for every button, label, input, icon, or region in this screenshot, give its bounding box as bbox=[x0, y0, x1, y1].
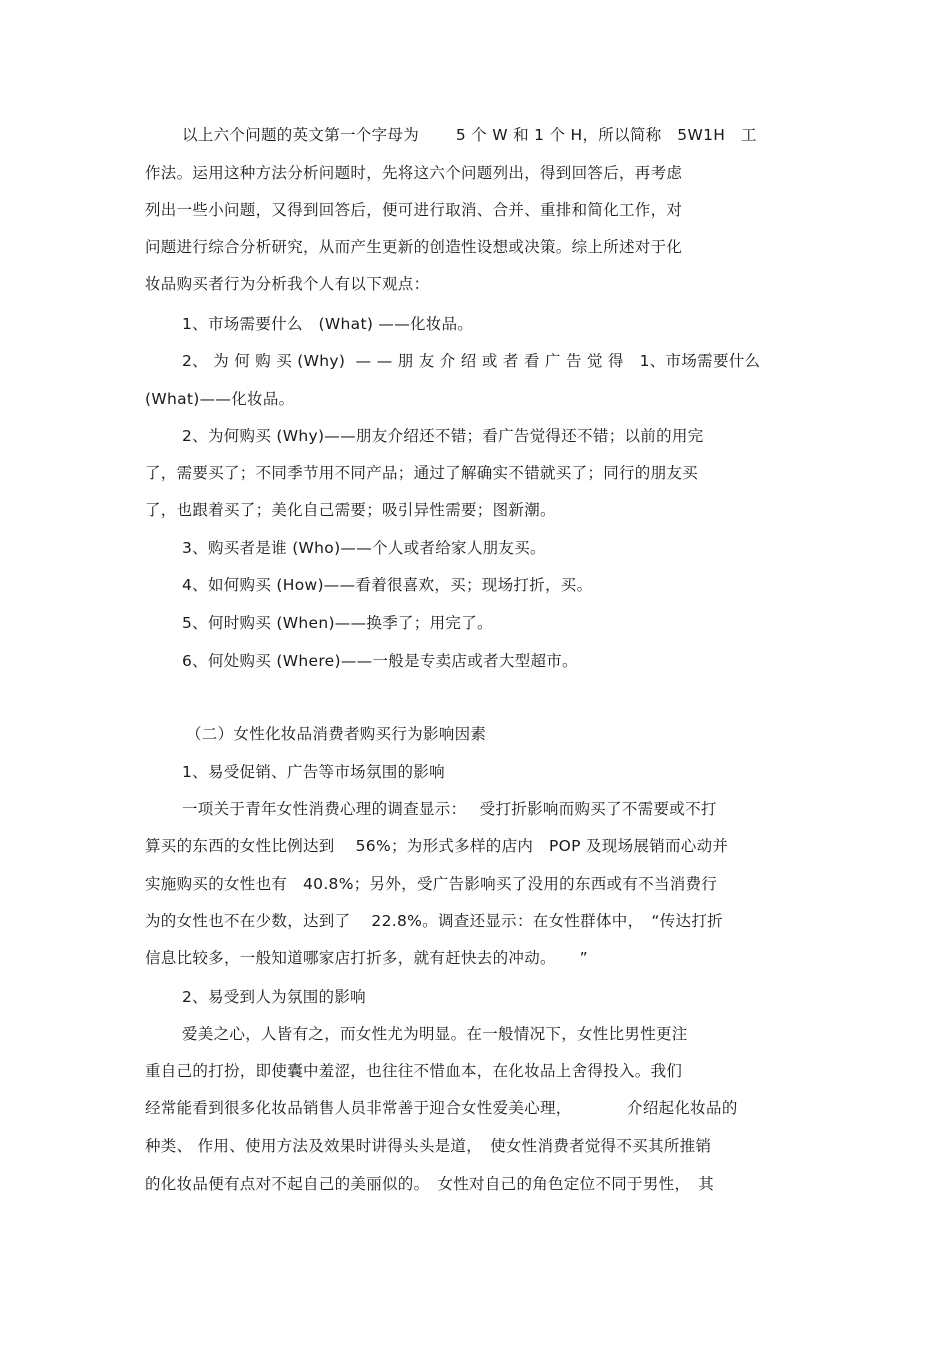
paragraph-line: 信息比较多，一般知道哪家店打折多，就有赶快去的冲动。 ” bbox=[145, 949, 588, 967]
paragraph-line: 爱美之心，人皆有之，而女性尤为明显。在一般情况下，女性比男性更注 bbox=[182, 1025, 688, 1043]
paragraph-line: 实施购买的女性也有 40.8%；另外，受广告影响买了没用的东西或有不当消费行 bbox=[145, 875, 718, 893]
paragraph-line: 了，也跟着买了；美化自己需要；吸引异性需要；图新潮。 bbox=[145, 501, 556, 519]
list-item-who: 3、购买者是谁 (Who)——个人或者给家人朋友买。 bbox=[182, 539, 546, 557]
paragraph-line: 了，需要买了；不同季节用不同产品；通过了解确实不错就买了；同行的朋友买 bbox=[145, 464, 699, 482]
paragraph-line: 算买的东西的女性比例达到 56%；为形式多样的店内 POP 及现场展销而心动并 bbox=[145, 837, 729, 855]
paragraph-line: 一项关于青年女性消费心理的调查显示： 受打折影响而购买了不需要或不打 bbox=[182, 800, 717, 818]
list-item-why: 2、为何购买 (Why)——朋友介绍还不错；看广告觉得还不错；以前的用完 bbox=[182, 427, 704, 445]
list-item-what: 1、市场需要什么 (What) ——化妆品。 bbox=[182, 315, 474, 333]
paragraph-line: 妆品购买者行为分析我个人有以下观点： bbox=[145, 275, 430, 293]
list-item-why: 2、 为 何 购 买 (Why) — — 朋 友 介 绍 或 者 看 广 告 觉 得 1、市场需要什么 bbox=[182, 352, 761, 370]
paragraph-line: 以上六个问题的英文第一个字母为 5 个 W 和 1 个 H，所以简称 5W1H 工 bbox=[182, 126, 757, 144]
paragraph-line: 问题进行综合分析研究，从而产生更新的创造性设想或决策。综上所述对于化 bbox=[145, 238, 683, 256]
paragraph-line: 列出一些小问题，又得到回答后，便可进行取消、合并、重排和简化工作，对 bbox=[145, 201, 683, 219]
paragraph-line: 的化妆品便有点对不起自己的美丽似的。 女性对自己的角色定位不同于男性， 其 bbox=[145, 1175, 715, 1193]
paragraph-line: 经常能看到很多化妆品销售人员非常善于迎合女性爱美心理， 介绍起化妆品的 bbox=[145, 1099, 738, 1117]
paragraph-line: 种类、 作用、使用方法及效果时讲得头头是道， 使女性消费者觉得不买其所推销 bbox=[145, 1137, 712, 1155]
list-item-how: 4、如何购买 (How)——看着很喜欢，买；现场打折，买。 bbox=[182, 576, 593, 594]
subsection-heading: 2、易受到人为氛围的影响 bbox=[182, 988, 366, 1006]
paragraph-line: 为的女性也不在少数，达到了 22.8%。调查还显示：在女性群体中， “传达打折 bbox=[145, 912, 723, 930]
list-item-when: 5、何时购买 (When)——换季了；用完了。 bbox=[182, 614, 493, 632]
paragraph-line: 作法。运用这种方法分析问题时，先将这六个问题列出，得到回答后，再考虑 bbox=[145, 164, 683, 182]
paragraph-line: 重自己的打扮，即使囊中羞涩，也往往不惜血本，在化妆品上舍得投入。我们 bbox=[145, 1062, 683, 1080]
list-item-where: 6、何处购买 (Where)——一般是专卖店或者大型超市。 bbox=[182, 652, 578, 670]
section-heading: （二）女性化妆品消费者购买行为影响因素 bbox=[186, 725, 487, 743]
paragraph-line: (What)——化妆品。 bbox=[145, 390, 295, 408]
subsection-heading: 1、易受促销、广告等市场氛围的影响 bbox=[182, 763, 445, 781]
